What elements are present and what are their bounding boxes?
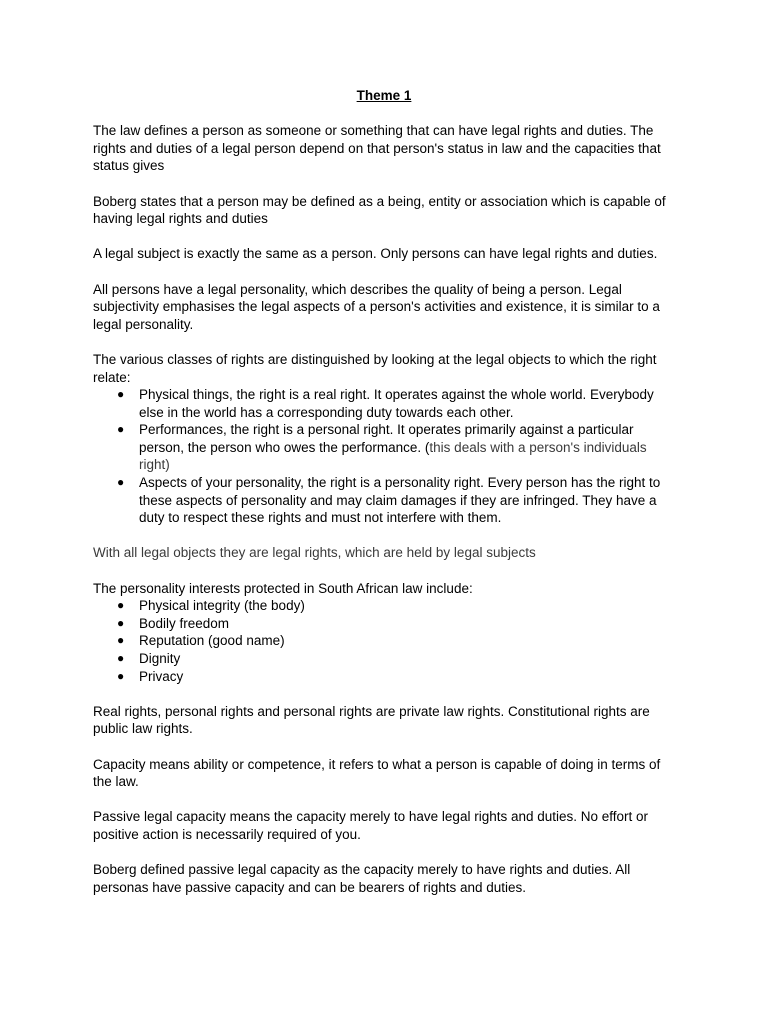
list-item-text: Performances, the right is a personal right. It operates primarily against a particular person, the person who owes the performance. (	[139, 422, 634, 455]
list-item-text: Privacy	[139, 668, 184, 684]
bullet-icon: ●	[117, 615, 125, 630]
list-item	[117, 474, 675, 527]
list-item-text: Aspects of your personality, the right is a personality right. Every person has the right to these aspects of personality and may claim damages if they are infringed. They have a duty to respect these rights and must not interfere with them.	[139, 475, 661, 526]
list-item-note: this deals with a person's individuals right)	[139, 439, 647, 473]
paragraph-person-definition: The law defines a person as someone or something that can have legal rights and duties. The rights and duties of a legal person depend on that person's status in law and the capacities that status gives	[93, 123, 661, 174]
paragraph-legal-subject: A legal subject is exactly the same as a person. Only persons can have legal rights and duties.	[93, 246, 658, 262]
list-item-text: Dignity	[139, 651, 181, 666]
list-item-text: Physical integrity (the body)	[139, 598, 305, 614]
list-item	[117, 650, 675, 668]
bullet-icon: ●	[117, 422, 125, 437]
paragraph-rights-classes-intro: The various classes of rights are distinguished by looking at the legal objects to which the right relate:	[93, 351, 657, 385]
list-item-text: Bodily freedom	[139, 615, 230, 631]
paragraph-boberg-person: Boberg states that a person may be defined as a being, entity or association which is capable of having legal rights and duties	[93, 193, 666, 227]
paragraph-boberg-passive-capacity: Boberg defined passive legal capacity as the capacity merely to have rights and duties. All personas have passive capacity and can be bearers of rights and duties.	[93, 862, 631, 895]
bullet-icon: ●	[117, 598, 125, 613]
paragraph-legal-personality: All persons have a legal personality, which describes the quality of being a person. Legal subjectivity emphasises the legal aspects of a person's activities and existence, it is similar to a legal personality.	[93, 281, 660, 332]
bullet-icon: ●	[117, 651, 125, 665]
paragraph-capacity: Capacity means ability or competence, it refers to what a person is capable of doing in terms of the law.	[93, 756, 661, 790]
bullet-icon: ●	[117, 475, 125, 490]
list-item-text: Physical things, the right is a real right. It operates against the whole world. Everybody else in the world has a corresponding duty towards each other.	[139, 387, 654, 420]
bullet-icon: ●	[117, 668, 125, 683]
list-item	[117, 615, 675, 633]
list-item-text: Reputation (good name)	[139, 633, 285, 649]
paragraph-legal-objects: With all legal objects they are legal rights, which are held by legal subjects	[93, 545, 536, 561]
paragraph-passive-capacity: Passive legal capacity means the capacity merely to have legal rights and duties. No effort or positive action is necessarily required of you.	[93, 809, 649, 842]
bullet-icon: ●	[117, 387, 125, 402]
bullet-icon: ●	[117, 633, 125, 648]
list-item	[117, 597, 675, 615]
list-item	[117, 668, 675, 686]
paragraph-personality-interests-intro: The personality interests protected in South African law include:	[93, 580, 473, 596]
rights-classes-list	[93, 386, 675, 527]
list-item	[117, 386, 675, 421]
paragraph-private-public-rights: Real rights, personal rights and personal rights are private law rights. Constitutional rights are public law rights.	[93, 703, 650, 737]
list-item	[117, 421, 675, 474]
page-title: Theme 1	[356, 88, 412, 103]
personality-interests-list	[93, 597, 675, 685]
list-item	[117, 632, 675, 650]
